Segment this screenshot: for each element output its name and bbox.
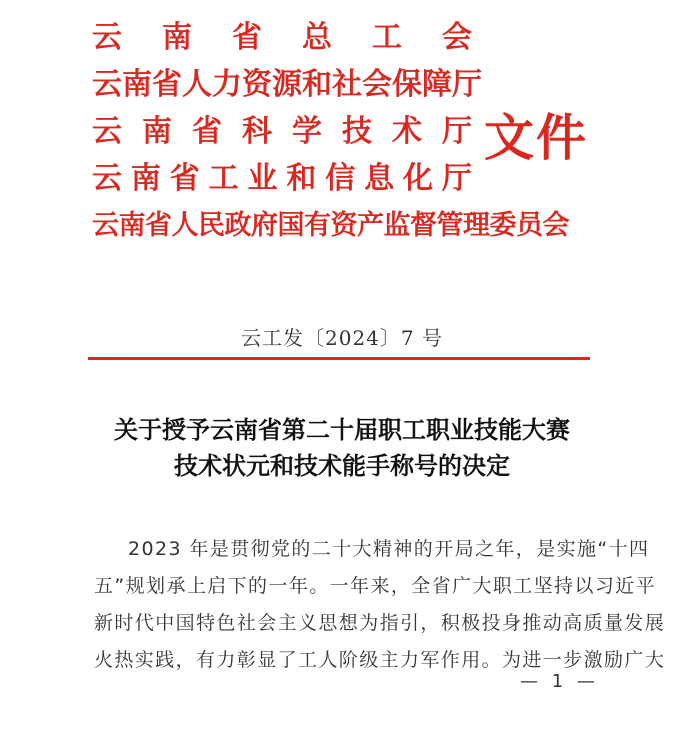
issuer-char: 术 <box>392 114 422 149</box>
issuer-char: 业 <box>247 161 278 196</box>
issuer-char: 云 <box>92 114 122 149</box>
issuer-char: 学 <box>292 114 322 149</box>
issuer-char: 和 <box>286 161 317 196</box>
issuer-human-resources-department: 云南省人力资源和社会保障厅 <box>92 67 482 102</box>
document-number: 云工发〔2024〕7 号 <box>241 326 443 350</box>
issuer-char: 总 <box>302 20 332 55</box>
issuer-char: 息 <box>364 161 395 196</box>
issuer-char: 厅 <box>442 114 472 149</box>
issuer-char: 省 <box>192 114 222 149</box>
document-title <box>0 412 684 484</box>
issuer-science-technology-department <box>92 108 472 155</box>
body-line-4: 火热实践，有力彰显了工人阶级主力军作用。为进一步激励广大 <box>94 649 666 671</box>
issuer-char: 信 <box>325 161 356 196</box>
issuer-char: 化 <box>403 161 433 196</box>
body-text <box>94 531 666 679</box>
issuer-char: 工 <box>372 20 402 55</box>
issuer-char: 工 <box>208 161 239 196</box>
page-number: — 1 — <box>520 671 599 692</box>
title-line-2: 技术状元和技术能手称号的决定 <box>174 451 510 480</box>
issuer-provincial-federation-of-trade-unions <box>92 14 472 61</box>
issuer-char: 云 <box>92 161 122 196</box>
body-line-2: 五”规划承上启下的一年。一年来，全省广大职工坚持以习近平 <box>94 575 657 597</box>
red-header-divider <box>88 357 590 360</box>
issuer-char: 省 <box>232 20 262 55</box>
issuer-industry-information-department <box>92 155 472 202</box>
issuer-char: 会 <box>442 20 472 55</box>
issuer-sasac: 云南省人民政府国有资产监督管理委员会 <box>92 210 569 241</box>
issuer-char: 科 <box>242 114 272 149</box>
issuer-char: 云 <box>92 20 122 55</box>
document-type-label: 文件 <box>484 108 588 167</box>
body-line-3: 新时代中国特色社会主义思想为指引，积极投身推动高质量发展 <box>94 612 666 634</box>
issuer-char: 南 <box>130 161 161 196</box>
issuer-char: 南 <box>142 114 172 149</box>
issuer-char: 厅 <box>441 161 472 196</box>
title-line-1: 关于授予云南省第二十届职工职业技能大赛 <box>114 415 570 444</box>
issuer-char: 省 <box>169 161 200 196</box>
body-line-1: 2023 年是贯彻党的二十大精神的开局之年，是实施“十四 <box>128 538 650 560</box>
issuer-char: 南 <box>162 20 192 55</box>
issuer-char: 技 <box>342 114 372 149</box>
